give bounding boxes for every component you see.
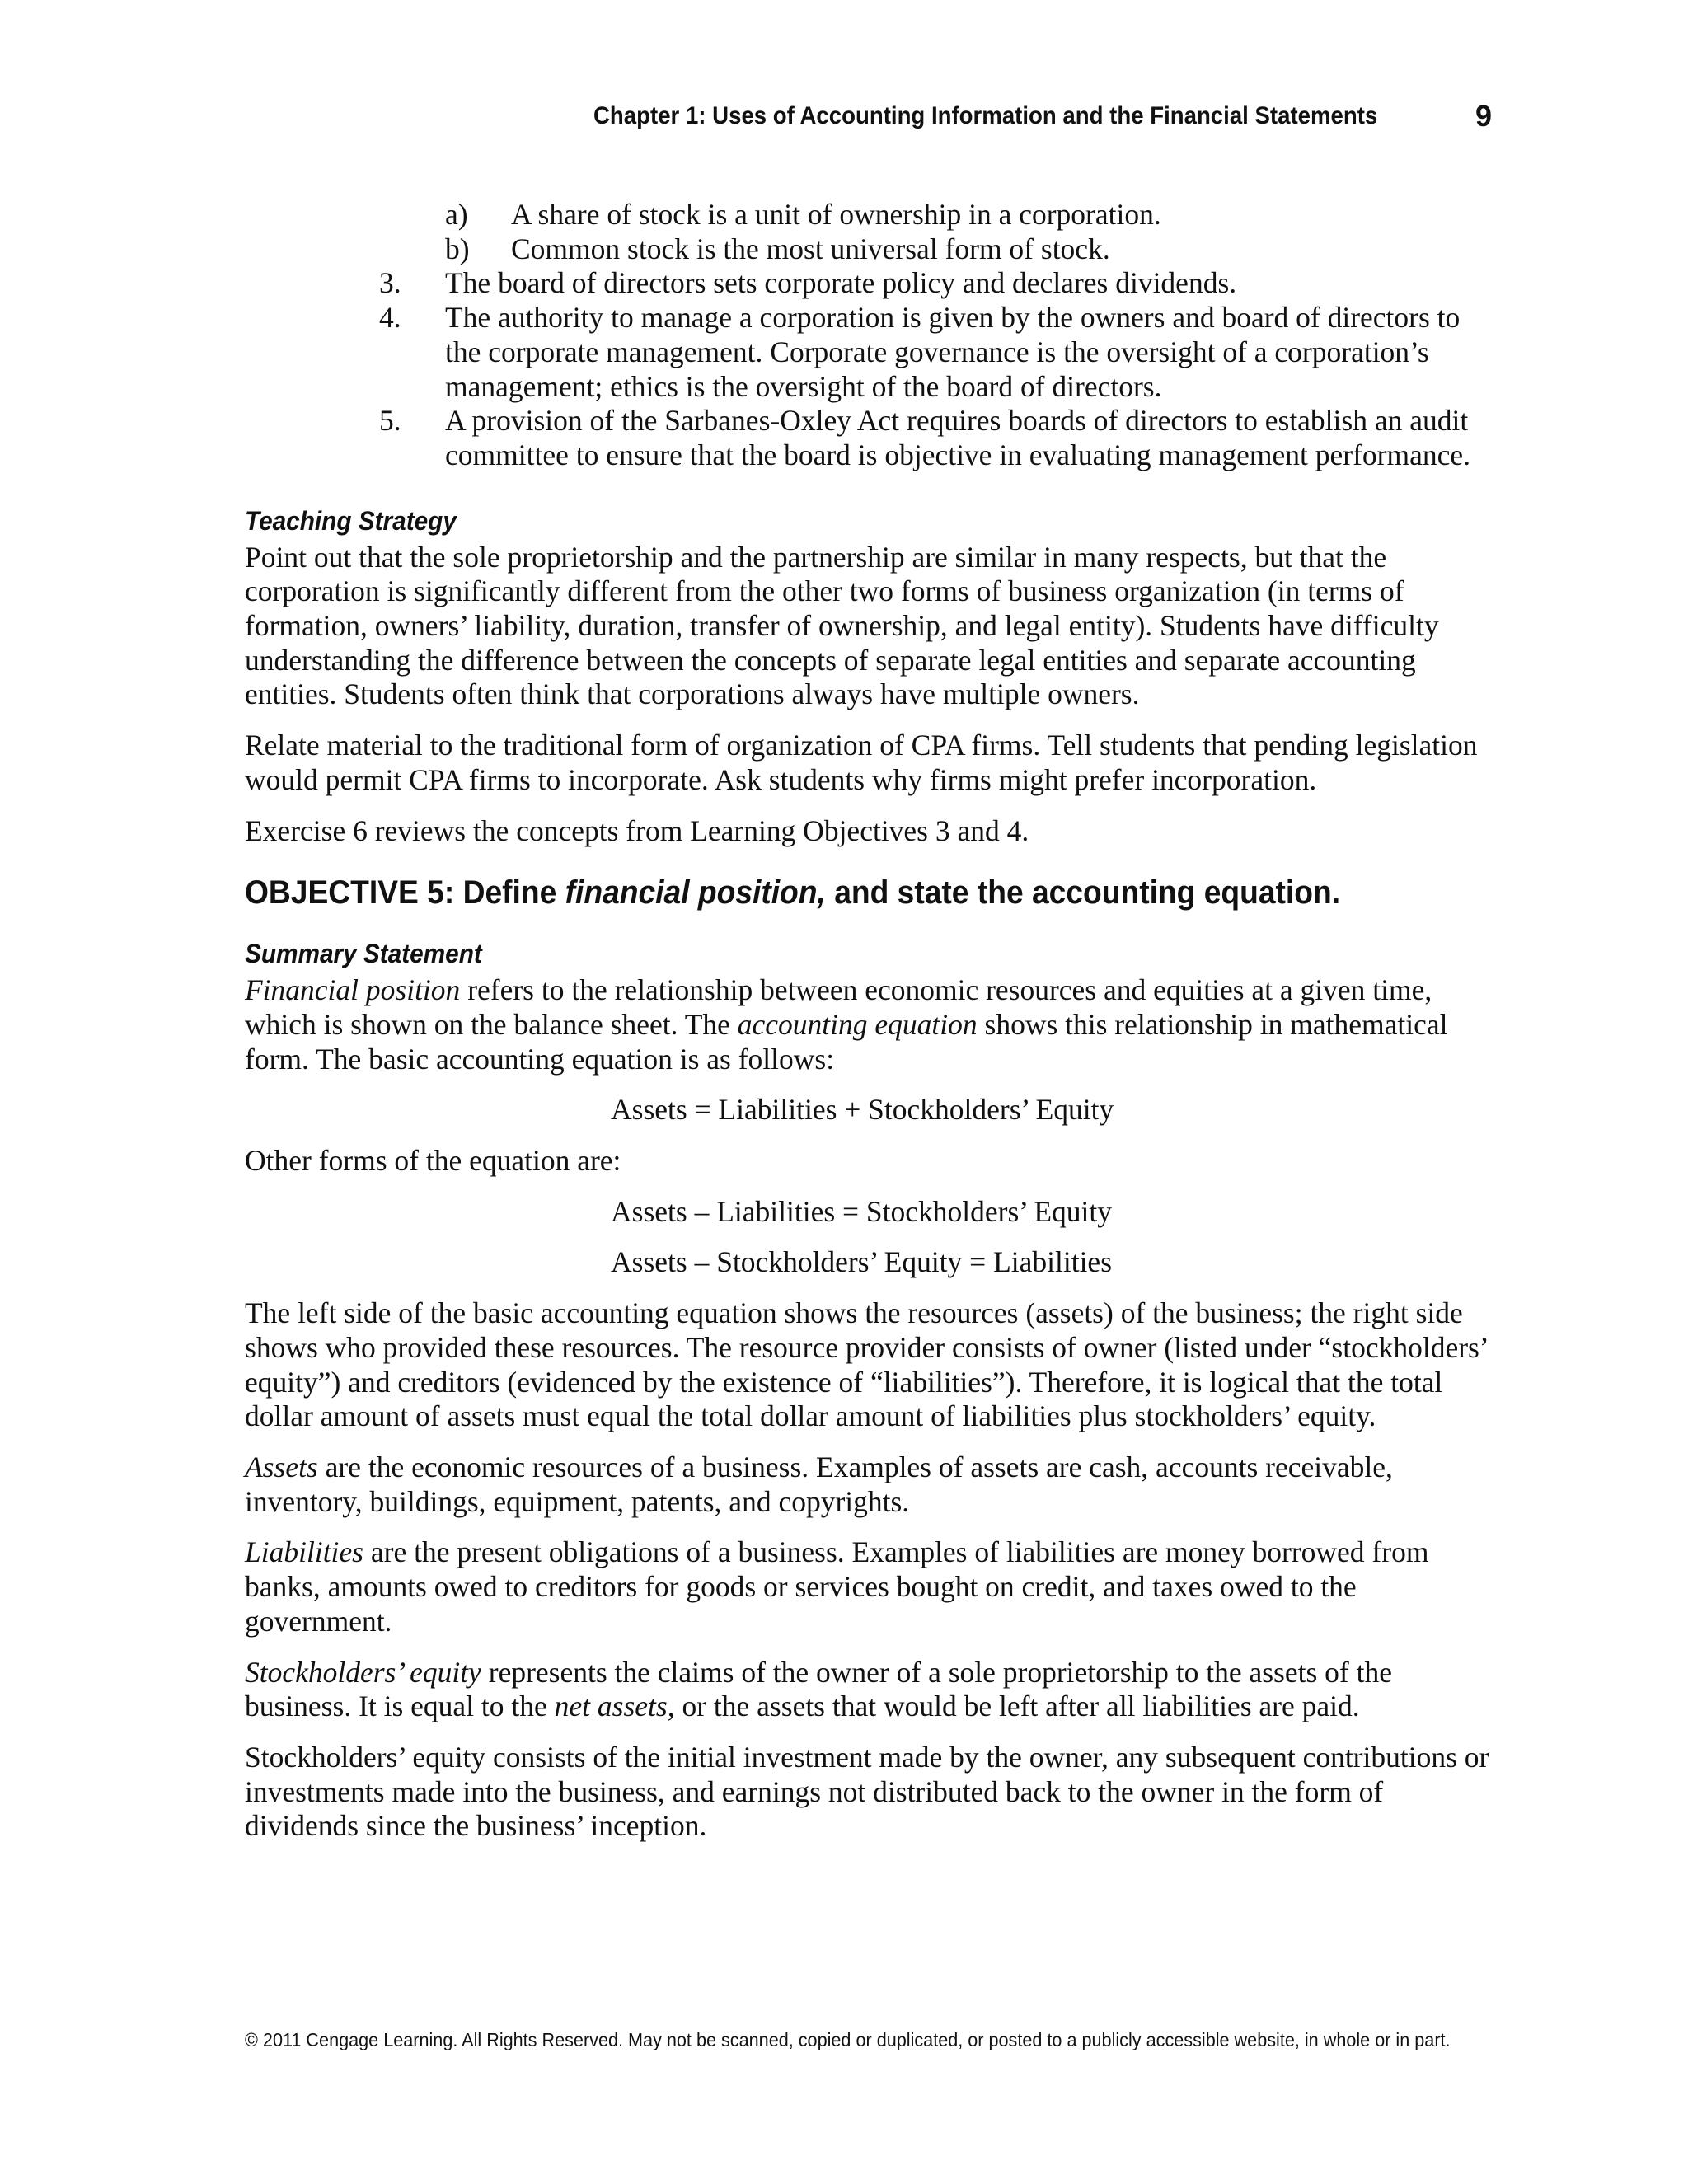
paragraph: Stockholders’ equity consists of the initial investment made by the owner, any subsequent contributions or investments made into the business, and earnings not distributed back to the owner in the form of dividends since the business’ inception. xyxy=(245,1740,1489,1843)
list-item-text: Common stock is the most universal form of stock. xyxy=(511,232,1110,265)
section-heading: Summary Statement xyxy=(245,939,482,969)
paragraph-text: refers to the relationship between economic resources and equities at a given time, which is shown on the balance sheet. The xyxy=(245,973,1432,1041)
objective-heading xyxy=(245,873,1410,912)
paragraph xyxy=(245,1451,1498,1519)
equation: Assets = Liabilities + Stockholders’ Equity xyxy=(611,1093,1114,1127)
paragraph: Relate material to the traditional form of organization of CPA firms. Tell students that pending legislation would permit CPA firms to incorporate. Ask students why firms might prefer incorporation. xyxy=(245,729,1478,796)
paragraph-text: shows this relationship in mathematical form. The basic accounting equation is as follows: xyxy=(245,1007,1448,1076)
equation: Assets – Stockholders’ Equity = Liabilities xyxy=(611,1245,1113,1279)
page-content xyxy=(245,198,1498,1844)
list-marker: a) xyxy=(445,198,468,231)
paragraph-text: are the present obligations of a business. Examples of liabilities are money borrowed from banks, amounts owed to creditors for goods or services bought on credit, and taxes owed to the government. xyxy=(245,1535,1429,1638)
paragraph-text: are the economic resources of a business. Examples of assets are cash, accounts receivable, inventory, buildings, equipment, patents, and copyrights. xyxy=(245,1450,1393,1518)
running-header: Chapter 1: Uses of Accounting Information and the Financial Statements xyxy=(593,102,1378,129)
objective-suffix: and state the accounting equation. xyxy=(825,874,1341,912)
term: accounting equation xyxy=(737,1007,978,1041)
page-number: 9 xyxy=(1475,99,1493,133)
list-item xyxy=(245,232,1498,267)
objective-prefix: OBJECTIVE 5: Define xyxy=(245,874,565,912)
list-item-text: A provision of the Sarbanes-Oxley Act requires boards of directors to establish an audit committee to ensure that the board is objective in evaluating management performance. xyxy=(445,404,1471,471)
paragraph xyxy=(245,1535,1498,1638)
paragraph: Other forms of the equation are: xyxy=(245,1144,621,1178)
term: net assets, xyxy=(554,1690,675,1723)
paragraph: Exercise 6 reviews the concepts from Learning Objectives 3 and 4. xyxy=(245,813,1029,847)
list-marker: 3. xyxy=(379,266,401,300)
paragraph xyxy=(245,973,1498,1076)
paragraph xyxy=(245,1656,1498,1724)
term: Liabilities xyxy=(245,1535,363,1569)
list-item xyxy=(245,301,1498,404)
equation: Assets – Liabilities = Stockholders’ Equity xyxy=(611,1194,1113,1228)
section-heading: Teaching Strategy xyxy=(245,505,457,536)
list-marker: 5. xyxy=(379,404,401,438)
copyright-footer: © 2011 Cengage Learning. All Rights Reserved. May not be scanned, copied or duplicated, or posted to a publicly accessible website, in whole or in part. xyxy=(245,2029,1451,2050)
list-marker: b) xyxy=(445,232,470,265)
paragraph: Point out that the sole proprietorship and the partnership are similar in many respects, but that the corporation is significantly different from the other two forms of business organization (in terms of formation, owners’ liability, duration, transfer of ownership, and legal entity). Students have difficulty understanding the difference between the concepts of separate legal entities and separate accounting entities. Students often think that corporations always have multiple owners. xyxy=(245,540,1439,711)
list-item-text: The board of directors sets corporate policy and declares dividends. xyxy=(445,266,1237,300)
list-marker: 4. xyxy=(379,301,401,335)
paragraph-text: or the assets that would be left after all liabilities are paid. xyxy=(674,1690,1360,1723)
objective-term: financial position, xyxy=(565,874,826,912)
paragraph-text: represents the claims of the owner of a sole proprietorship to the assets of the business. It is equal to the xyxy=(245,1655,1393,1723)
list-item xyxy=(245,198,1498,232)
term: Assets xyxy=(245,1450,318,1483)
list-item-text: A share of stock is a unit of ownership in a corporation. xyxy=(511,198,1161,231)
list-item xyxy=(245,266,1498,301)
list-item xyxy=(245,404,1498,472)
term: Stockholders’ equity xyxy=(245,1655,481,1689)
list-item-text: The authority to manage a corporation is given by the owners and board of directors to the corporate management. Corporate governance is the oversight of a corporation’s management; ethics is the oversight of the board of directors. xyxy=(445,301,1461,403)
paragraph: The left side of the basic accounting equation shows the resources (assets) of the business; the right side shows who provided these resources. The resource provider consists of owner (listed under “stockholders’ equity”) and creditors (evidenced by the existence of “liabilities”). Therefore, it is logical that the total dollar amount of assets must equal the total dollar amount of liabilities plus stockholders’ equity. xyxy=(245,1296,1488,1433)
term: Financial position xyxy=(245,973,461,1007)
